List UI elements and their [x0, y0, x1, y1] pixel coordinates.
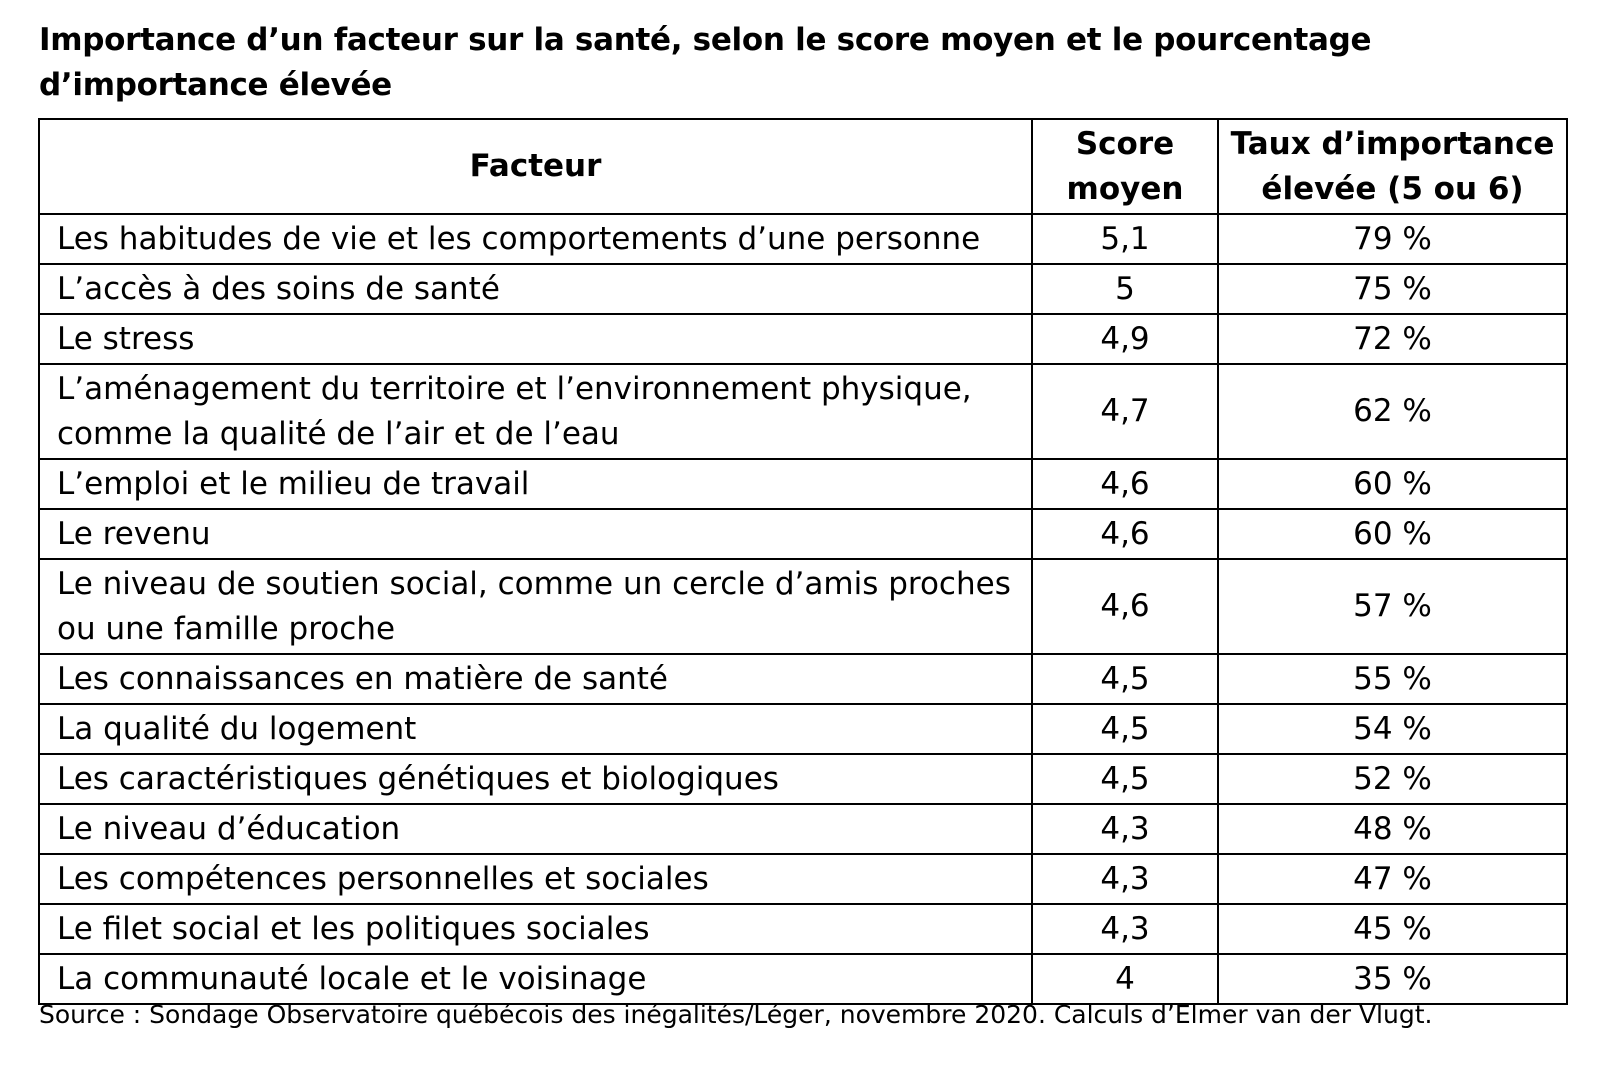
score-cell: 4,5 [1032, 754, 1218, 804]
factor-cell: Le filet social et les politiques sociales [39, 904, 1032, 954]
header-score-line1: Score [1075, 125, 1175, 162]
header-rate-line2: élevée (5 ou 6) [1261, 170, 1524, 207]
table-row [39, 704, 1567, 754]
header-rate-line1: Taux d’importance [1230, 125, 1555, 162]
factor-cell: Le stress [39, 314, 1032, 364]
table-row [39, 854, 1567, 904]
header-score [1032, 119, 1218, 214]
factor-cell: L’aménagement du territoire et l’environnement physique, comme la qualité de l’air et de l’eau [39, 364, 1032, 459]
table-row [39, 754, 1567, 804]
score-cell: 5 [1032, 264, 1218, 314]
source-note: Source : Sondage Observatoire québécois des inégalités/Léger, novembre 2020. Calculs d’Elmer van der Vlugt. [39, 1000, 1433, 1029]
factor-cell: La communauté locale et le voisinage [39, 954, 1032, 1004]
table-row [39, 364, 1567, 459]
score-cell: 4,6 [1032, 459, 1218, 509]
table-row [39, 559, 1567, 654]
factor-cell: Les caractéristiques génétiques et biologiques [39, 754, 1032, 804]
rate-cell: 54 % [1218, 704, 1567, 754]
table-row [39, 459, 1567, 509]
score-cell: 5,1 [1032, 214, 1218, 264]
score-cell: 4,3 [1032, 854, 1218, 904]
table-title: Importance d’un facteur sur la santé, selon le score moyen et le pourcentage d’importance élevée [39, 22, 1372, 103]
rate-cell: 57 % [1218, 559, 1567, 654]
table-row [39, 509, 1567, 559]
table-row [39, 954, 1567, 1004]
score-cell: 4,9 [1032, 314, 1218, 364]
rate-cell: 60 % [1218, 459, 1567, 509]
header-row [39, 119, 1567, 214]
rate-cell: 79 % [1218, 214, 1567, 264]
factor-cell: Le niveau d’éducation [39, 804, 1032, 854]
factor-cell: Les habitudes de vie et les comportements d’une personne [39, 214, 1032, 264]
rate-cell: 62 % [1218, 364, 1567, 459]
rate-cell: 60 % [1218, 509, 1567, 559]
header-score-line2: moyen [1066, 170, 1184, 207]
health-factors-table [38, 118, 1568, 1005]
rate-cell: 75 % [1218, 264, 1567, 314]
factor-cell: La qualité du logement [39, 704, 1032, 754]
score-cell: 4,5 [1032, 654, 1218, 704]
table-row [39, 904, 1567, 954]
factor-cell: L’emploi et le milieu de travail [39, 459, 1032, 509]
score-cell: 4,3 [1032, 904, 1218, 954]
table-row [39, 264, 1567, 314]
score-cell: 4,5 [1032, 704, 1218, 754]
factor-cell: Les compétences personnelles et sociales [39, 854, 1032, 904]
rate-cell: 52 % [1218, 754, 1567, 804]
rate-cell: 45 % [1218, 904, 1567, 954]
rate-cell: 35 % [1218, 954, 1567, 1004]
factor-cell: Le revenu [39, 509, 1032, 559]
rate-cell: 47 % [1218, 854, 1567, 904]
rate-cell: 55 % [1218, 654, 1567, 704]
header-rate [1218, 119, 1567, 214]
factor-cell: Les connaissances en matière de santé [39, 654, 1032, 704]
score-cell: 4,6 [1032, 559, 1218, 654]
rate-cell: 48 % [1218, 804, 1567, 854]
score-cell: 4,7 [1032, 364, 1218, 459]
table-row [39, 804, 1567, 854]
header-factor: Facteur [39, 119, 1032, 214]
score-cell: 4,6 [1032, 509, 1218, 559]
table-row [39, 214, 1567, 264]
factor-cell: L’accès à des soins de santé [39, 264, 1032, 314]
factor-cell: Le niveau de soutien social, comme un cercle d’amis proches ou une famille proche [39, 559, 1032, 654]
score-cell: 4 [1032, 954, 1218, 1004]
table-row [39, 654, 1567, 704]
table-row [39, 314, 1567, 364]
rate-cell: 72 % [1218, 314, 1567, 364]
score-cell: 4,3 [1032, 804, 1218, 854]
